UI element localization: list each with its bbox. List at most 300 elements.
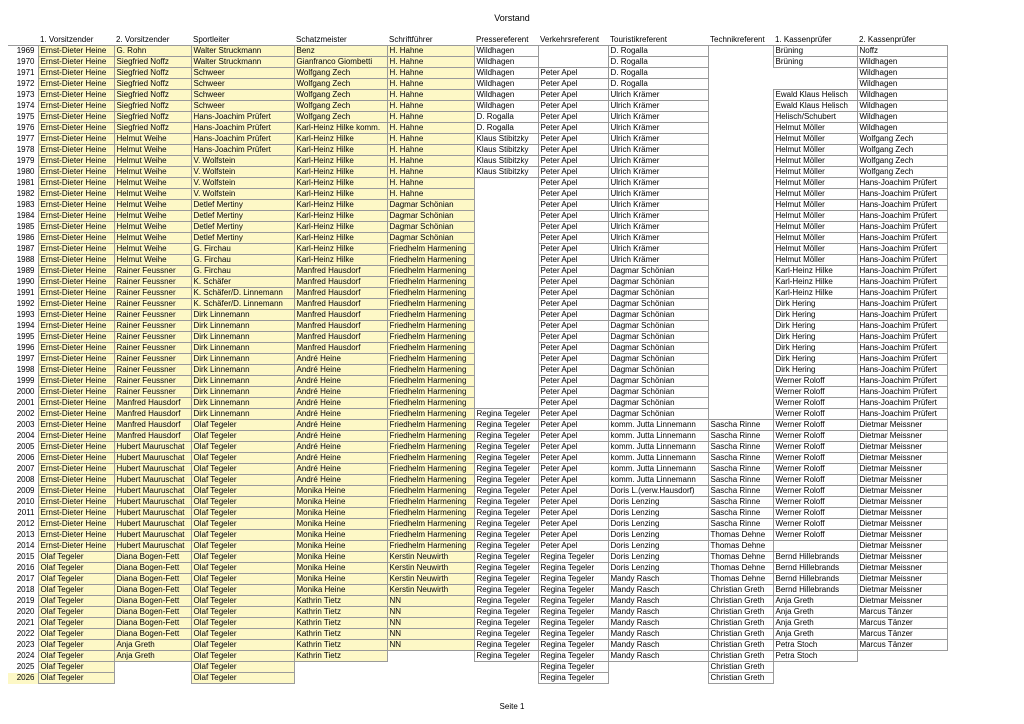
cell-chairman-2: Rainer Feussner	[114, 299, 191, 310]
cell-touring-officer: Ulrich Krämer	[608, 101, 708, 112]
cell-chairman-2: Rainer Feussner	[114, 376, 191, 387]
cell-secretary: H. Hahne	[387, 178, 474, 189]
cell-press-officer: Regina Tegeler	[474, 585, 538, 596]
cell-press-officer: Wildhagen	[474, 68, 538, 79]
cell-chairman-2: Hubert Mauruschat	[114, 508, 191, 519]
cell-treasurer: Benz	[294, 46, 387, 57]
cell-traffic-officer: Peter Apel	[538, 541, 608, 552]
cell-secretary: Friedhelm Harmening	[387, 453, 474, 464]
cell-auditor-2: Hans-Joachim Prüfert	[857, 299, 947, 310]
cell-secretary: H. Hahne	[387, 156, 474, 167]
cell-touring-officer: Doris Lenzing	[608, 519, 708, 530]
cell-auditor-2: Hans-Joachim Prüfert	[857, 321, 947, 332]
cell-technical-officer	[708, 79, 773, 90]
cell-secretary: H. Hahne	[387, 46, 474, 57]
cell-auditor-1: Helmut Möller	[773, 244, 857, 255]
cell-chairman-1: Ernst-Dieter Heine	[38, 497, 114, 508]
cell-auditor-2: Hans-Joachim Prüfert	[857, 387, 947, 398]
cell-traffic-officer: Peter Apel	[538, 519, 608, 530]
cell-chairman-1: Ernst-Dieter Heine	[38, 299, 114, 310]
cell-press-officer: Regina Tegeler	[474, 530, 538, 541]
cell-auditor-2: Dietmar Meissner	[857, 442, 947, 453]
table-row	[8, 90, 947, 101]
cell-touring-officer: Doris Lenzing	[608, 552, 708, 563]
cell-sports-leader: Dirk Linnemann	[191, 409, 294, 420]
cell-technical-officer: Sascha Rinne	[708, 508, 773, 519]
cell-technical-officer: Sascha Rinne	[708, 453, 773, 464]
cell-chairman-2: Hubert Mauruschat	[114, 464, 191, 475]
cell-year: 1983	[16, 200, 35, 209]
cell-touring-officer: Dagmar Schönian	[608, 332, 708, 343]
cell-chairman-2: Diana Bogen-Fett	[114, 585, 191, 596]
cell-treasurer: Karl-Heinz Hilke	[294, 211, 387, 222]
cell-technical-officer	[708, 123, 773, 134]
cell-technical-officer: Sascha Rinne	[708, 497, 773, 508]
cell-chairman-1: Ernst-Dieter Heine	[38, 486, 114, 497]
cell-year: 2004	[16, 431, 35, 440]
cell-secretary: Friedhelm Harmening	[387, 299, 474, 310]
cell-press-officer: Regina Tegeler	[474, 497, 538, 508]
cell-treasurer: Wolfgang Zech	[294, 101, 387, 112]
cell-technical-officer	[708, 310, 773, 321]
cell-technical-officer	[708, 189, 773, 200]
cell-technical-officer: Christian Greth	[708, 596, 773, 607]
cell-treasurer: André Heine	[294, 409, 387, 420]
cell-year: 1998	[16, 365, 35, 374]
cell-auditor-1: Helmut Möller	[773, 189, 857, 200]
cell-traffic-officer: Peter Apel	[538, 409, 608, 420]
cell-auditor-1: Helmut Möller	[773, 211, 857, 222]
table-row	[8, 409, 947, 420]
table-row	[8, 387, 947, 398]
cell-touring-officer: D. Rogalla	[608, 68, 708, 79]
cell-secretary: H. Hahne	[387, 79, 474, 90]
cell-sports-leader: Hans-Joachim Prüfert	[191, 134, 294, 145]
table-row	[8, 376, 947, 387]
cell-sports-leader: Olaf Tegeler	[191, 519, 294, 530]
cell-year: 1970	[16, 57, 35, 66]
cell-auditor-2: Wolfgang Zech	[857, 134, 947, 145]
cell-touring-officer: Dagmar Schönian	[608, 365, 708, 376]
cell-touring-officer: Doris Lenzing	[608, 530, 708, 541]
cell-sports-leader: Olaf Tegeler	[191, 596, 294, 607]
cell-touring-officer: Ulrich Krämer	[608, 233, 708, 244]
cell-traffic-officer: Peter Apel	[538, 365, 608, 376]
cell-chairman-2: Rainer Feussner	[114, 354, 191, 365]
cell-chairman-1: Ernst-Dieter Heine	[38, 112, 114, 123]
cell-traffic-officer: Peter Apel	[538, 486, 608, 497]
cell-treasurer: Kathrin Tietz	[294, 651, 387, 662]
cell-secretary: Friedhelm Harmening	[387, 519, 474, 530]
cell-press-officer	[474, 387, 538, 398]
cell-secretary: Dagmar Schönian	[387, 211, 474, 222]
cell-secretary: H. Hahne	[387, 167, 474, 178]
cell-technical-officer	[708, 277, 773, 288]
cell-traffic-officer: Peter Apel	[538, 112, 608, 123]
cell-chairman-2: Helmut Weihe	[114, 134, 191, 145]
cell-sports-leader: V. Wolfstein	[191, 178, 294, 189]
cell-chairman-2: Rainer Feussner	[114, 332, 191, 343]
cell-year: 1986	[16, 233, 35, 242]
cell-touring-officer: Doris Lenzing	[608, 497, 708, 508]
cell-chairman-1: Ernst-Dieter Heine	[38, 288, 114, 299]
cell-auditor-1: Werner Roloff	[773, 519, 857, 530]
cell-auditor-2: Hans-Joachim Prüfert	[857, 233, 947, 244]
cell-chairman-1: Ernst-Dieter Heine	[38, 90, 114, 101]
column-header-auditor-1: 1. Kassenprüfer	[773, 35, 857, 46]
table-row	[8, 552, 947, 563]
cell-auditor-2: Dietmar Meissner	[857, 497, 947, 508]
column-header-sports-leader: Sportleiter	[191, 35, 294, 46]
cell-year: 2017	[16, 574, 35, 583]
cell-touring-officer: Ulrich Krämer	[608, 200, 708, 211]
cell-chairman-2: Manfred Hausdorf	[114, 409, 191, 420]
cell-treasurer: Kathrin Tietz	[294, 596, 387, 607]
cell-sports-leader: Olaf Tegeler	[191, 442, 294, 453]
cell-auditor-1: Helmut Möller	[773, 255, 857, 266]
cell-press-officer: Wildhagen	[474, 90, 538, 101]
cell-auditor-2: Hans-Joachim Prüfert	[857, 222, 947, 233]
cell-chairman-2: Helmut Weihe	[114, 167, 191, 178]
cell-year: 2026	[8, 673, 38, 684]
cell-press-officer: Wildhagen	[474, 57, 538, 68]
cell-year: 1992	[16, 299, 35, 308]
cell-auditor-1: Werner Roloff	[773, 530, 857, 541]
cell-technical-officer	[708, 101, 773, 112]
cell-touring-officer	[608, 662, 708, 673]
cell-secretary: Friedhelm Harmening	[387, 442, 474, 453]
cell-traffic-officer: Peter Apel	[538, 90, 608, 101]
cell-sports-leader: Olaf Tegeler	[191, 607, 294, 618]
cell-chairman-2: Rainer Feussner	[114, 365, 191, 376]
cell-year: 1971	[16, 68, 35, 77]
cell-treasurer: André Heine	[294, 365, 387, 376]
cell-chairman-1: Ernst-Dieter Heine	[38, 178, 114, 189]
cell-touring-officer: Mandy Rasch	[608, 640, 708, 651]
cell-secretary: Friedhelm Harmening	[387, 321, 474, 332]
cell-auditor-2: Wildhagen	[857, 112, 947, 123]
table-row	[8, 266, 947, 277]
cell-year: 2012	[16, 519, 35, 528]
cell-chairman-2: Hubert Mauruschat	[114, 475, 191, 486]
cell-technical-officer	[708, 200, 773, 211]
cell-secretary: H. Hahne	[387, 90, 474, 101]
cell-sports-leader: Dirk Linnemann	[191, 398, 294, 409]
cell-auditor-2: Dietmar Meissner	[857, 585, 947, 596]
cell-sports-leader: Olaf Tegeler	[191, 629, 294, 640]
cell-traffic-officer: Peter Apel	[538, 145, 608, 156]
cell-year: 1980	[16, 167, 35, 176]
cell-sports-leader: Hans-Joachim Prüfert	[191, 145, 294, 156]
cell-year: 2020	[16, 607, 35, 616]
cell-traffic-officer: Peter Apel	[538, 211, 608, 222]
table-row	[8, 277, 947, 288]
cell-auditor-1	[773, 541, 857, 552]
cell-chairman-1: Olaf Tegeler	[38, 563, 114, 574]
cell-press-officer	[474, 266, 538, 277]
cell-chairman-2: Manfred Hausdorf	[114, 431, 191, 442]
table-row	[8, 123, 947, 134]
cell-press-officer: Regina Tegeler	[474, 596, 538, 607]
cell-treasurer: André Heine	[294, 376, 387, 387]
cell-chairman-1: Olaf Tegeler	[38, 574, 114, 585]
cell-technical-officer: Thomas Dehne	[708, 563, 773, 574]
cell-chairman-1: Ernst-Dieter Heine	[38, 519, 114, 530]
cell-year: 1977	[16, 134, 35, 143]
table-row	[8, 453, 947, 464]
cell-treasurer: Karl-Heinz Hilke	[294, 178, 387, 189]
cell-sports-leader: Olaf Tegeler	[191, 574, 294, 585]
cell-year: 2014	[16, 541, 35, 550]
cell-sports-leader: Olaf Tegeler	[191, 497, 294, 508]
cell-technical-officer	[708, 145, 773, 156]
table-row	[8, 464, 947, 475]
cell-secretary: Dagmar Schönian	[387, 200, 474, 211]
cell-sports-leader: Dirk Linnemann	[191, 365, 294, 376]
cell-treasurer: Manfred Hausdorf	[294, 332, 387, 343]
cell-treasurer: Wolfgang Zech	[294, 112, 387, 123]
cell-touring-officer: Ulrich Krämer	[608, 255, 708, 266]
cell-treasurer: André Heine	[294, 475, 387, 486]
cell-treasurer: Kathrin Tietz	[294, 629, 387, 640]
cell-auditor-1: Werner Roloff	[773, 497, 857, 508]
table-row	[8, 596, 947, 607]
cell-treasurer: André Heine	[294, 442, 387, 453]
cell-treasurer: Manfred Hausdorf	[294, 266, 387, 277]
table-row	[8, 244, 947, 255]
cell-chairman-1: Ernst-Dieter Heine	[38, 442, 114, 453]
table-row	[8, 530, 947, 541]
cell-technical-officer	[708, 211, 773, 222]
cell-technical-officer	[708, 299, 773, 310]
cell-auditor-1: Anja Greth	[773, 618, 857, 629]
cell-auditor-1: Bernd Hillebrands	[773, 563, 857, 574]
table-row	[8, 442, 947, 453]
cell-technical-officer	[708, 332, 773, 343]
cell-secretary	[387, 651, 474, 662]
table-row	[8, 57, 947, 68]
cell-press-officer: Klaus Stibitzky	[474, 134, 538, 145]
table-row	[8, 563, 947, 574]
cell-press-officer	[474, 321, 538, 332]
table-row	[8, 574, 947, 585]
cell-chairman-1: Olaf Tegeler	[38, 673, 114, 684]
cell-treasurer: Manfred Hausdorf	[294, 321, 387, 332]
cell-technical-officer	[708, 409, 773, 420]
cell-technical-officer	[708, 222, 773, 233]
cell-auditor-1: Dirk Hering	[773, 365, 857, 376]
cell-press-officer: D. Rogalla	[474, 112, 538, 123]
cell-technical-officer	[708, 178, 773, 189]
cell-sports-leader: Walter Struckmann	[191, 57, 294, 68]
cell-sports-leader: Olaf Tegeler	[191, 530, 294, 541]
cell-year: 2002	[16, 409, 35, 418]
cell-year: 2016	[16, 563, 35, 572]
cell-treasurer: Karl-Heinz Hilke komm.	[294, 123, 387, 134]
cell-technical-officer: Sascha Rinne	[708, 431, 773, 442]
cell-technical-officer	[708, 365, 773, 376]
cell-chairman-2: Rainer Feussner	[114, 343, 191, 354]
table-row	[8, 629, 947, 640]
cell-technical-officer: Christian Greth	[708, 662, 773, 673]
cell-technical-officer: Sascha Rinne	[708, 420, 773, 431]
cell-touring-officer: Mandy Rasch	[608, 629, 708, 640]
cell-chairman-1: Olaf Tegeler	[38, 618, 114, 629]
cell-traffic-officer: Regina Tegeler	[538, 640, 608, 651]
cell-chairman-1: Ernst-Dieter Heine	[38, 343, 114, 354]
cell-chairman-1: Ernst-Dieter Heine	[38, 464, 114, 475]
cell-secretary: Friedhelm Harmening	[387, 244, 474, 255]
cell-press-officer: Regina Tegeler	[474, 563, 538, 574]
cell-secretary: Friedhelm Harmening	[387, 409, 474, 420]
cell-auditor-1: Karl-Heinz Hilke	[773, 288, 857, 299]
cell-chairman-1: Ernst-Dieter Heine	[38, 255, 114, 266]
cell-auditor-2: Wolfgang Zech	[857, 167, 947, 178]
cell-chairman-2: Anja Greth	[114, 640, 191, 651]
table-row	[8, 651, 947, 662]
cell-auditor-1: Helmut Möller	[773, 134, 857, 145]
cell-press-officer: Regina Tegeler	[474, 552, 538, 563]
cell-press-officer: Klaus Stibitzky	[474, 156, 538, 167]
cell-auditor-1: Karl-Heinz Hilke	[773, 277, 857, 288]
cell-chairman-2: Diana Bogen-Fett	[114, 618, 191, 629]
cell-traffic-officer: Peter Apel	[538, 200, 608, 211]
table-row	[8, 211, 947, 222]
cell-auditor-2: Hans-Joachim Prüfert	[857, 398, 947, 409]
table-row	[8, 354, 947, 365]
cell-technical-officer: Christian Greth	[708, 585, 773, 596]
table-row	[8, 156, 947, 167]
cell-auditor-2: Noffz	[857, 46, 947, 57]
cell-treasurer: Karl-Heinz Hilke	[294, 222, 387, 233]
cell-traffic-officer: Regina Tegeler	[538, 662, 608, 673]
cell-press-officer: Wildhagen	[474, 46, 538, 57]
cell-sports-leader: G. Firchau	[191, 266, 294, 277]
cell-auditor-2: Hans-Joachim Prüfert	[857, 310, 947, 321]
cell-traffic-officer: Peter Apel	[538, 343, 608, 354]
table-row	[8, 541, 947, 552]
cell-chairman-2: Hubert Mauruschat	[114, 442, 191, 453]
cell-touring-officer: Ulrich Krämer	[608, 123, 708, 134]
cell-touring-officer: Dagmar Schönian	[608, 277, 708, 288]
cell-chairman-1: Ernst-Dieter Heine	[38, 387, 114, 398]
cell-auditor-1: Helmut Möller	[773, 233, 857, 244]
cell-secretary: H. Hahne	[387, 112, 474, 123]
cell-touring-officer: Dagmar Schönian	[608, 266, 708, 277]
cell-treasurer: Monika Heine	[294, 530, 387, 541]
cell-year: 1987	[16, 244, 35, 253]
cell-sports-leader: Olaf Tegeler	[191, 420, 294, 431]
cell-chairman-2: Siegfried Noffz	[114, 68, 191, 79]
cell-chairman-2: Diana Bogen-Fett	[114, 563, 191, 574]
cell-chairman-2: Diana Bogen-Fett	[114, 607, 191, 618]
cell-sports-leader: K. Schäfer/D. Linnemann	[191, 288, 294, 299]
cell-sports-leader: Detlef Mertiny	[191, 211, 294, 222]
column-header-auditor-2: 2. Kassenprüfer	[857, 35, 947, 46]
cell-secretary: H. Hahne	[387, 57, 474, 68]
table-row	[8, 255, 947, 266]
cell-technical-officer: Sascha Rinne	[708, 442, 773, 453]
table-row	[8, 662, 947, 673]
cell-chairman-2: Helmut Weihe	[114, 255, 191, 266]
cell-touring-officer: Doris Lenzing	[608, 563, 708, 574]
cell-treasurer: André Heine	[294, 387, 387, 398]
cell-technical-officer: Thomas Dehne	[708, 541, 773, 552]
cell-secretary: H. Hahne	[387, 189, 474, 200]
cell-traffic-officer: Peter Apel	[538, 189, 608, 200]
cell-auditor-1: Werner Roloff	[773, 464, 857, 475]
cell-auditor-2: Hans-Joachim Prüfert	[857, 244, 947, 255]
cell-secretary: NN	[387, 596, 474, 607]
cell-traffic-officer: Peter Apel	[538, 321, 608, 332]
table-row	[8, 321, 947, 332]
table-row	[8, 46, 947, 57]
cell-traffic-officer: Peter Apel	[538, 123, 608, 134]
cell-auditor-1: Brüning	[773, 57, 857, 68]
cell-year: 2001	[16, 398, 35, 407]
cell-auditor-2: Hans-Joachim Prüfert	[857, 178, 947, 189]
cell-auditor-1: Helmut Möller	[773, 145, 857, 156]
cell-treasurer: Manfred Hausdorf	[294, 343, 387, 354]
cell-chairman-1: Ernst-Dieter Heine	[38, 123, 114, 134]
cell-sports-leader: Schweer	[191, 101, 294, 112]
cell-touring-officer: Ulrich Krämer	[608, 222, 708, 233]
table-row	[8, 189, 947, 200]
table-row	[8, 585, 947, 596]
cell-traffic-officer: Peter Apel	[538, 156, 608, 167]
cell-chairman-1: Ernst-Dieter Heine	[38, 233, 114, 244]
cell-treasurer: Karl-Heinz Hilke	[294, 244, 387, 255]
cell-touring-officer: komm. Jutta Linnemann	[608, 475, 708, 486]
cell-secretary: Friedhelm Harmening	[387, 464, 474, 475]
cell-traffic-officer: Peter Apel	[538, 475, 608, 486]
cell-chairman-1: Ernst-Dieter Heine	[38, 79, 114, 90]
board-table-container	[8, 35, 948, 684]
cell-chairman-1: Ernst-Dieter Heine	[38, 200, 114, 211]
cell-touring-officer: Dagmar Schönian	[608, 310, 708, 321]
cell-press-officer: Regina Tegeler	[474, 486, 538, 497]
cell-press-officer: Regina Tegeler	[474, 508, 538, 519]
cell-chairman-2: Helmut Weihe	[114, 156, 191, 167]
cell-technical-officer	[708, 90, 773, 101]
column-header-technical-officer: Technikreferent	[708, 35, 773, 46]
table-row	[8, 519, 947, 530]
cell-technical-officer: Thomas Dehne	[708, 552, 773, 563]
cell-secretary: NN	[387, 607, 474, 618]
cell-chairman-1: Ernst-Dieter Heine	[38, 145, 114, 156]
cell-auditor-2: Hans-Joachim Prüfert	[857, 409, 947, 420]
cell-year: 1972	[16, 79, 35, 88]
cell-sports-leader: Walter Struckmann	[191, 46, 294, 57]
cell-treasurer: Wolfgang Zech	[294, 68, 387, 79]
cell-technical-officer: Christian Greth	[708, 651, 773, 662]
cell-auditor-1: Helisch/Schubert	[773, 112, 857, 123]
cell-auditor-1: Dirk Hering	[773, 332, 857, 343]
cell-technical-officer	[708, 266, 773, 277]
cell-treasurer: Monika Heine	[294, 508, 387, 519]
cell-sports-leader: Dirk Linnemann	[191, 376, 294, 387]
cell-secretary: Friedhelm Harmening	[387, 288, 474, 299]
cell-touring-officer: Dagmar Schönian	[608, 398, 708, 409]
cell-auditor-1: Helmut Möller	[773, 178, 857, 189]
cell-treasurer: Manfred Hausdorf	[294, 288, 387, 299]
cell-press-officer: Regina Tegeler	[474, 431, 538, 442]
cell-sports-leader: Dirk Linnemann	[191, 310, 294, 321]
cell-auditor-1: Werner Roloff	[773, 453, 857, 464]
cell-press-officer	[474, 398, 538, 409]
cell-chairman-2: Helmut Weihe	[114, 189, 191, 200]
cell-auditor-2: Wildhagen	[857, 79, 947, 90]
